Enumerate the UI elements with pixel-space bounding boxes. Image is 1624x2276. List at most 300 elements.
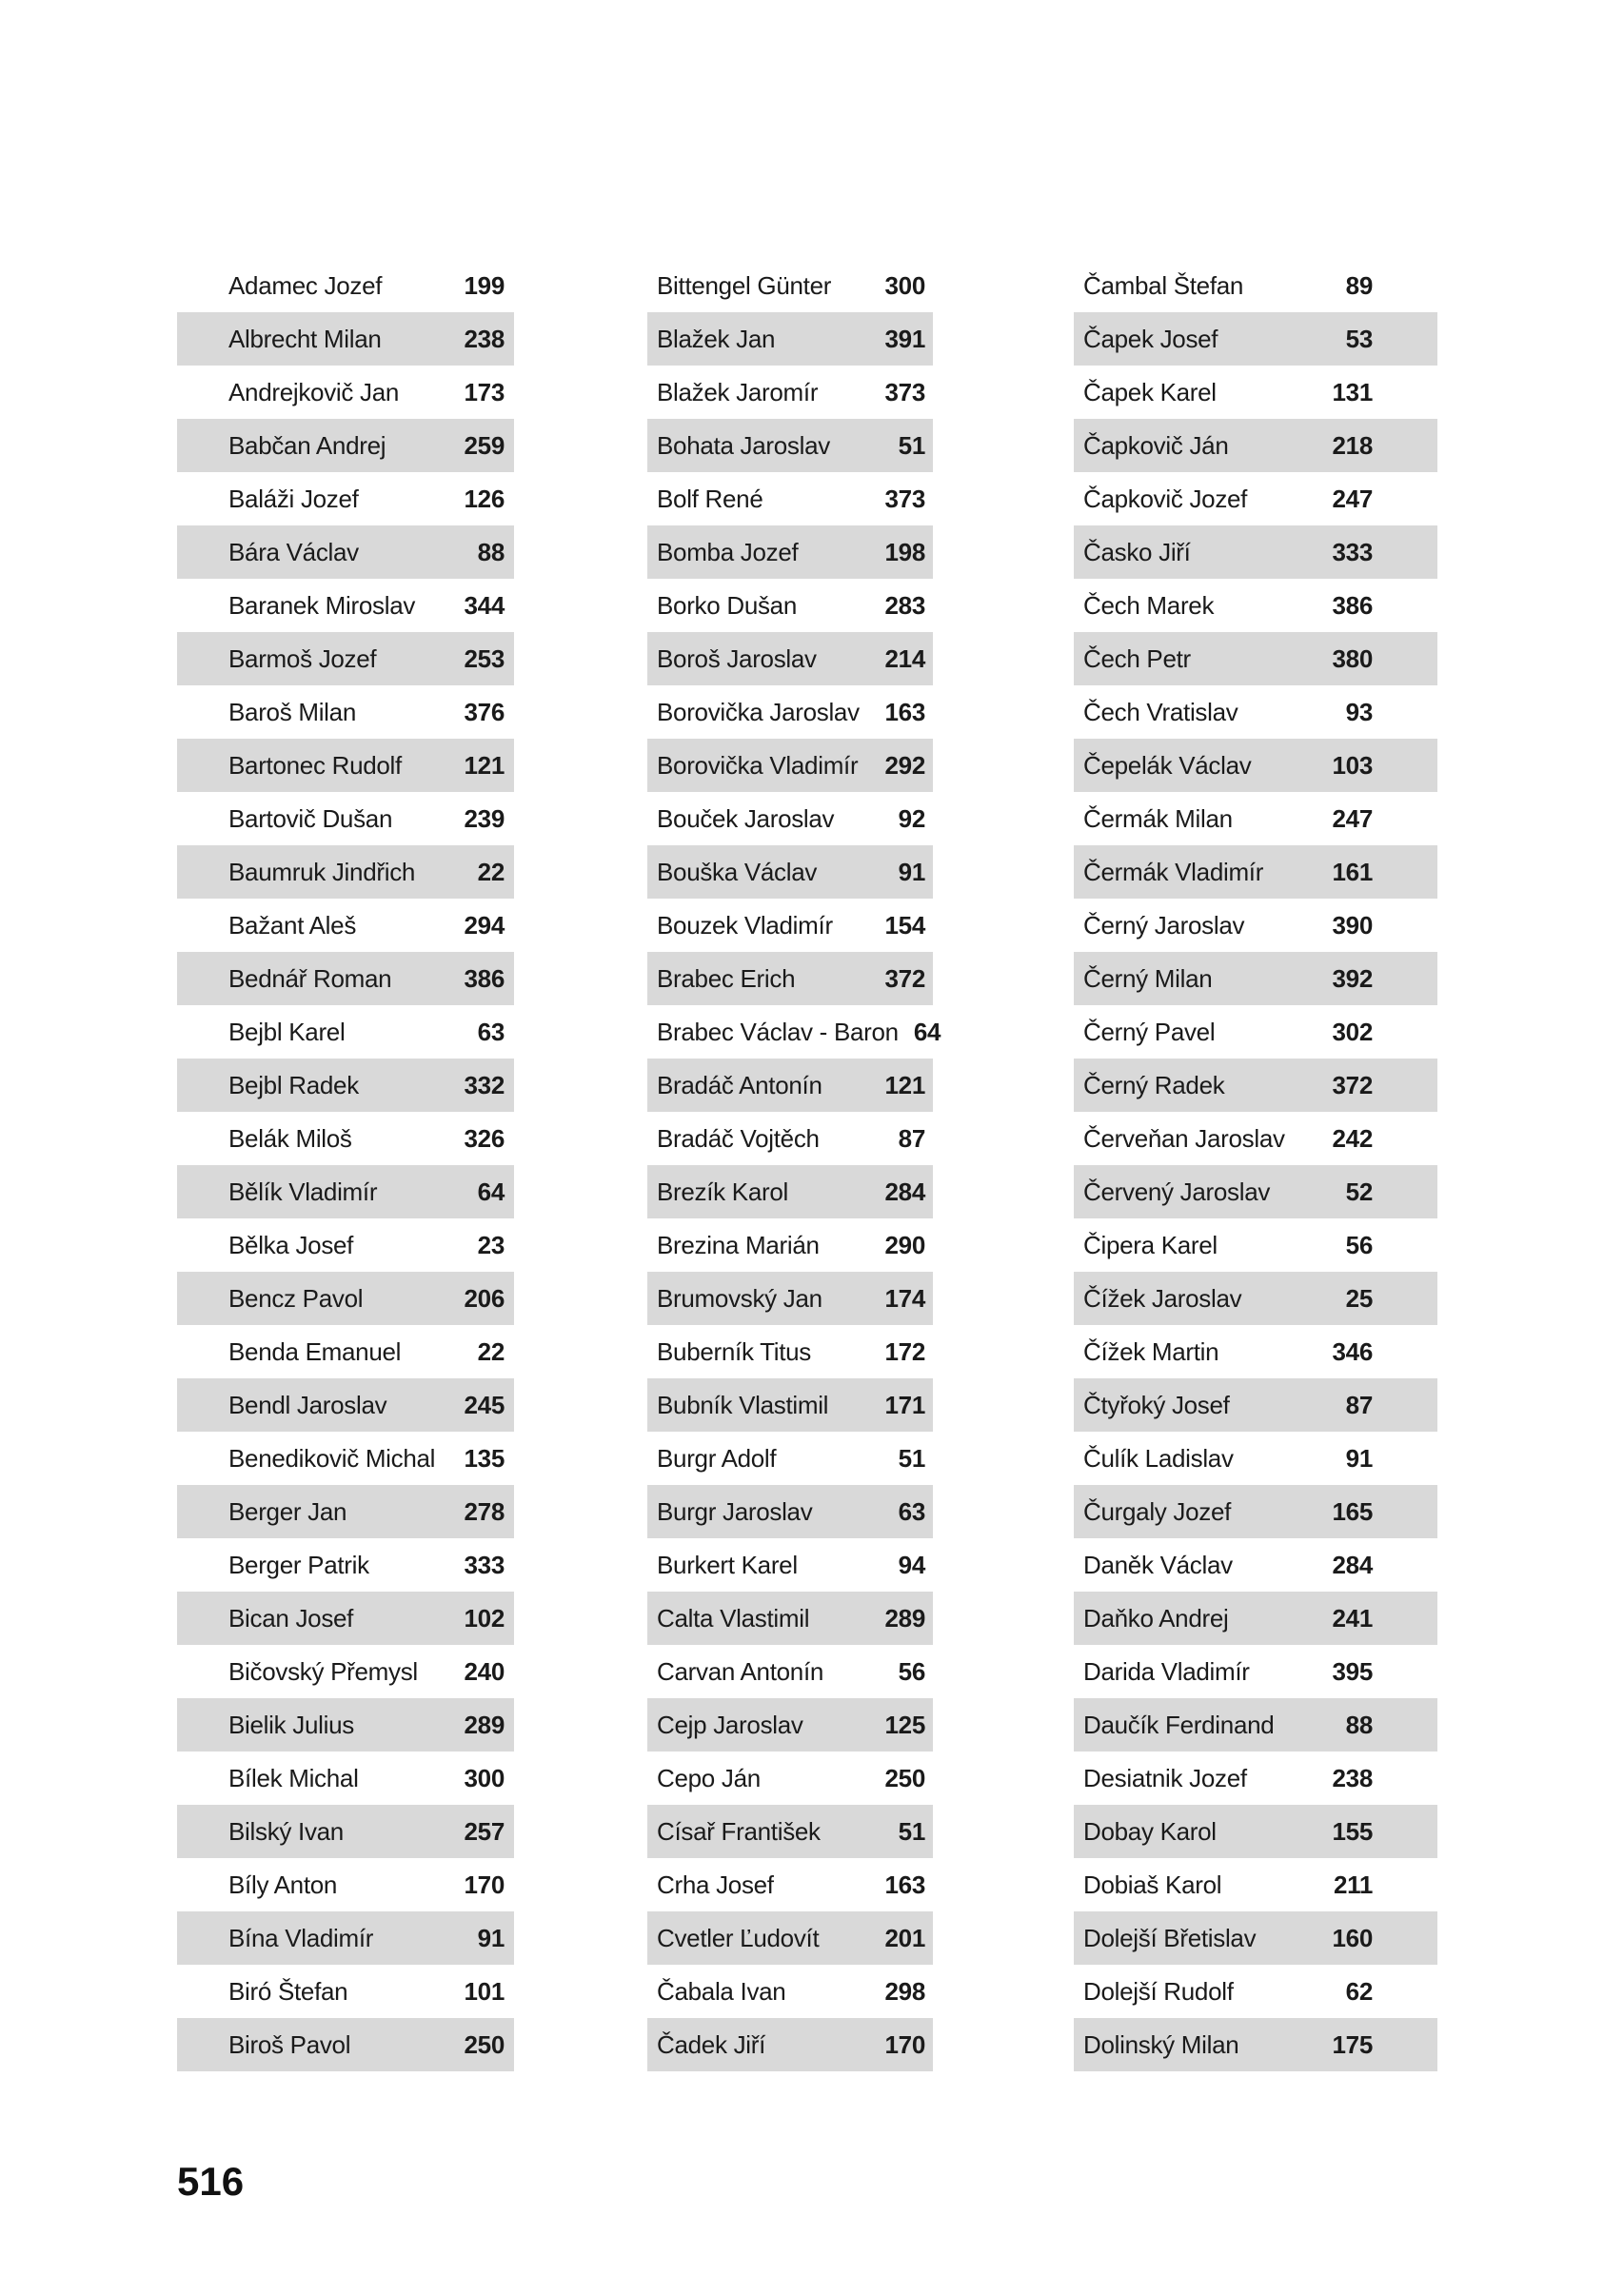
entry-name: Časko Jiří xyxy=(1083,537,1191,566)
index-entry-row xyxy=(1074,1698,1437,1752)
entry-page: 300 xyxy=(464,1763,505,1792)
entry-name: Cvetler Ľudovít xyxy=(657,1923,820,1952)
index-entry-row xyxy=(647,1805,933,1858)
entry-page: 372 xyxy=(884,963,925,993)
index-entry-row xyxy=(1074,1911,1437,1965)
index-entry-row xyxy=(647,792,933,845)
entry-page: 52 xyxy=(1345,1177,1373,1206)
entry-page: 218 xyxy=(1332,430,1373,460)
index-entry-row xyxy=(1074,1752,1437,1805)
entry-name: Cepo Ján xyxy=(657,1763,761,1792)
entry-page: 240 xyxy=(464,1656,505,1686)
entry-page: 211 xyxy=(1333,1870,1373,1899)
index-entry-row xyxy=(177,1805,514,1858)
entry-page: 163 xyxy=(884,1870,925,1899)
index-entry-row xyxy=(177,739,514,792)
index-entry-row xyxy=(647,1858,933,1911)
index-entry-row xyxy=(1074,472,1437,525)
index-columns xyxy=(177,259,1437,2071)
index-entry-row xyxy=(177,1112,514,1165)
index-entry-row xyxy=(647,1592,933,1645)
index-entry-row xyxy=(177,1965,514,2018)
entry-page: 294 xyxy=(464,910,505,940)
index-entry-row xyxy=(1074,899,1437,952)
entry-page: 250 xyxy=(884,1763,925,1792)
index-entry-row xyxy=(647,1752,933,1805)
entry-name: Bradáč Vojtěch xyxy=(657,1123,820,1153)
index-entry-row xyxy=(177,1698,514,1752)
index-entry-row xyxy=(647,899,933,952)
entry-page: 390 xyxy=(1332,910,1373,940)
entry-name: Čapek Karel xyxy=(1083,377,1217,406)
entry-page: 239 xyxy=(464,803,505,833)
entry-page: 278 xyxy=(464,1496,505,1526)
index-entry-row xyxy=(1074,579,1437,632)
entry-page: 289 xyxy=(464,1710,505,1739)
entry-page: 284 xyxy=(1332,1550,1373,1579)
entry-page: 160 xyxy=(1332,1923,1373,1952)
entry-name: Bílek Michal xyxy=(228,1763,359,1792)
entry-name: Burgr Adolf xyxy=(657,1443,777,1473)
entry-name: Bína Vladimír xyxy=(228,1923,374,1952)
entry-page: 165 xyxy=(1332,1496,1373,1526)
entry-name: Bičovský Přemysl xyxy=(228,1656,418,1686)
index-entry-row xyxy=(647,1218,933,1272)
entry-page: 64 xyxy=(913,1017,941,1046)
index-entry-row xyxy=(647,1698,933,1752)
entry-name: Čížek Martin xyxy=(1083,1336,1219,1366)
index-entry-row xyxy=(1074,1485,1437,1538)
entry-page: 253 xyxy=(464,643,505,673)
entry-page: 245 xyxy=(464,1390,505,1419)
entry-page: 170 xyxy=(464,1870,505,1899)
index-entry-row xyxy=(647,259,933,312)
entry-name: Andrejkovič Jan xyxy=(228,377,400,406)
index-entry-row xyxy=(647,1485,933,1538)
index-entry-row xyxy=(1074,685,1437,739)
entry-page: 56 xyxy=(898,1656,925,1686)
index-entry-row xyxy=(647,739,933,792)
entry-name: Čulík Ladislav xyxy=(1083,1443,1234,1473)
entry-page: 62 xyxy=(1345,1976,1373,2006)
index-entry-row xyxy=(1074,1858,1437,1911)
entry-page: 344 xyxy=(464,590,505,620)
entry-page: 250 xyxy=(464,2029,505,2059)
entry-name: Bencz Pavol xyxy=(228,1283,364,1313)
entry-page: 284 xyxy=(884,1177,925,1206)
index-entry-row xyxy=(177,685,514,739)
index-entry-row xyxy=(647,2018,933,2071)
index-entry-row xyxy=(647,312,933,366)
entry-page: 23 xyxy=(477,1230,505,1259)
entry-page: 94 xyxy=(898,1550,925,1579)
entry-page: 386 xyxy=(1332,590,1373,620)
index-entry-row xyxy=(177,1005,514,1059)
index-entry-row xyxy=(647,1059,933,1112)
entry-page: 174 xyxy=(884,1283,925,1313)
entry-name: Čambal Štefan xyxy=(1083,270,1244,300)
entry-page: 292 xyxy=(884,750,925,780)
index-entry-row xyxy=(177,312,514,366)
entry-name: Blažek Jaromír xyxy=(657,377,819,406)
index-entry-row xyxy=(1074,259,1437,312)
entry-name: Burkert Karel xyxy=(657,1550,798,1579)
index-entry-row xyxy=(1074,1165,1437,1218)
entry-name: Dolejší Břetislav xyxy=(1083,1923,1257,1952)
entry-name: Bomba Jozef xyxy=(657,537,799,566)
entry-name: Berger Patrik xyxy=(228,1550,369,1579)
entry-name: Crha Josef xyxy=(657,1870,774,1899)
index-entry-row xyxy=(647,845,933,899)
entry-page: 87 xyxy=(898,1123,925,1153)
index-entry-row xyxy=(177,1218,514,1272)
entry-page: 25 xyxy=(1345,1283,1373,1313)
entry-page: 247 xyxy=(1332,803,1373,833)
entry-page: 89 xyxy=(1345,270,1373,300)
entry-name: Boroš Jaroslav xyxy=(657,643,817,673)
index-entry-row xyxy=(647,472,933,525)
index-entry-row xyxy=(177,259,514,312)
entry-name: Daňko Andrej xyxy=(1083,1603,1229,1633)
index-entry-row xyxy=(1074,1325,1437,1378)
entry-name: Berger Jan xyxy=(228,1496,347,1526)
entry-name: Bolf René xyxy=(657,484,763,513)
index-entry-row xyxy=(647,1378,933,1432)
entry-name: Čapkovič Ján xyxy=(1083,430,1229,460)
entry-page: 92 xyxy=(898,803,925,833)
entry-name: Belák Miloš xyxy=(228,1123,352,1153)
index-entry-row xyxy=(647,1432,933,1485)
index-entry-row xyxy=(647,1272,933,1325)
index-entry-row xyxy=(1074,1005,1437,1059)
entry-page: 206 xyxy=(464,1283,505,1313)
entry-name: Albrecht Milan xyxy=(228,324,382,353)
entry-name: Darida Vladimír xyxy=(1083,1656,1250,1686)
entry-name: Baroš Milan xyxy=(228,697,356,726)
index-entry-row xyxy=(177,899,514,952)
entry-page: 91 xyxy=(898,857,925,886)
entry-name: Baumruk Jindřich xyxy=(228,857,416,886)
entry-name: Dolinský Milan xyxy=(1083,2029,1239,2059)
entry-name: Bouška Václav xyxy=(657,857,818,886)
index-entry-row xyxy=(1074,1432,1437,1485)
index-entry-row xyxy=(177,419,514,472)
entry-name: Čapek Josef xyxy=(1083,324,1218,353)
index-entry-row xyxy=(177,1485,514,1538)
index-entry-row xyxy=(1074,419,1437,472)
index-entry-row xyxy=(647,1965,933,2018)
entry-page: 131 xyxy=(1332,377,1373,406)
entry-name: Cejp Jaroslav xyxy=(657,1710,803,1739)
index-entry-row xyxy=(647,579,933,632)
entry-name: Brumovský Jan xyxy=(657,1283,822,1313)
index-entry-row xyxy=(647,419,933,472)
entry-name: Černý Jaroslav xyxy=(1083,910,1245,940)
index-entry-row xyxy=(647,1911,933,1965)
entry-name: Brabec Václav - Baron xyxy=(657,1017,899,1046)
entry-page: 170 xyxy=(884,2029,925,2059)
entry-page: 199 xyxy=(464,270,505,300)
entry-page: 172 xyxy=(884,1336,925,1366)
index-entry-row xyxy=(177,1858,514,1911)
entry-page: 198 xyxy=(884,537,925,566)
index-entry-row xyxy=(177,1645,514,1698)
index-entry-row xyxy=(177,1059,514,1112)
index-entry-row xyxy=(1074,1272,1437,1325)
entry-page: 22 xyxy=(477,1336,505,1366)
index-entry-row xyxy=(177,525,514,579)
entry-name: Buberník Titus xyxy=(657,1336,811,1366)
entry-name: Černý Pavel xyxy=(1083,1017,1216,1046)
index-entry-row xyxy=(647,632,933,685)
index-entry-row xyxy=(1074,1112,1437,1165)
entry-page: 298 xyxy=(884,1976,925,2006)
entry-name: Bohata Jaroslav xyxy=(657,430,830,460)
entry-page: 283 xyxy=(884,590,925,620)
entry-name: Benedikovič Michal xyxy=(228,1443,436,1473)
entry-page: 391 xyxy=(884,324,925,353)
entry-name: Císař František xyxy=(657,1816,821,1846)
index-entry-row xyxy=(647,1165,933,1218)
entry-name: Biroš Pavol xyxy=(228,2029,351,2059)
entry-page: 373 xyxy=(884,377,925,406)
entry-page: 163 xyxy=(884,697,925,726)
entry-page: 326 xyxy=(464,1123,505,1153)
entry-page: 214 xyxy=(884,643,925,673)
entry-name: Daněk Václav xyxy=(1083,1550,1233,1579)
index-entry-row xyxy=(177,1165,514,1218)
entry-page: 102 xyxy=(464,1603,505,1633)
entry-name: Bíly Anton xyxy=(228,1870,338,1899)
entry-page: 22 xyxy=(477,857,505,886)
index-entry-row xyxy=(1074,952,1437,1005)
entry-page: 290 xyxy=(884,1230,925,1259)
entry-name: Bubník Vlastimil xyxy=(657,1390,829,1419)
entry-name: Čech Petr xyxy=(1083,643,1191,673)
entry-page: 51 xyxy=(898,1816,925,1846)
entry-page: 121 xyxy=(884,1070,925,1099)
entry-name: Bednář Roman xyxy=(228,963,392,993)
entry-name: Blažek Jan xyxy=(657,324,776,353)
index-entry-row xyxy=(1074,1965,1437,2018)
entry-page: 380 xyxy=(1332,643,1373,673)
entry-page: 238 xyxy=(1332,1763,1373,1792)
entry-page: 53 xyxy=(1345,324,1373,353)
entry-name: Černý Radek xyxy=(1083,1070,1225,1099)
index-entry-row xyxy=(177,1911,514,1965)
entry-page: 395 xyxy=(1332,1656,1373,1686)
index-entry-row xyxy=(177,792,514,845)
index-entry-row xyxy=(177,1752,514,1805)
entry-name: Bouzek Vladimír xyxy=(657,910,833,940)
entry-name: Brabec Erich xyxy=(657,963,796,993)
entry-name: Čurgaly Jozef xyxy=(1083,1496,1232,1526)
entry-page: 173 xyxy=(464,377,505,406)
page-number: 516 xyxy=(177,2159,245,2204)
entry-page: 289 xyxy=(884,1603,925,1633)
entry-page: 247 xyxy=(1332,484,1373,513)
index-entry-row xyxy=(177,845,514,899)
entry-page: 238 xyxy=(464,324,505,353)
index-entry-row xyxy=(1074,1218,1437,1272)
entry-page: 51 xyxy=(898,430,925,460)
entry-page: 135 xyxy=(464,1443,505,1473)
index-entry-row xyxy=(177,472,514,525)
entry-page: 333 xyxy=(1332,537,1373,566)
entry-page: 373 xyxy=(884,484,925,513)
entry-name: Dobay Karol xyxy=(1083,1816,1217,1846)
entry-page: 372 xyxy=(1332,1070,1373,1099)
entry-name: Bittengel Günter xyxy=(657,270,832,300)
entry-page: 91 xyxy=(477,1923,505,1952)
entry-page: 126 xyxy=(464,484,505,513)
index-column xyxy=(177,259,514,2071)
entry-name: Bejbl Karel xyxy=(228,1017,346,1046)
index-entry-row xyxy=(647,952,933,1005)
entry-name: Černý Milan xyxy=(1083,963,1213,993)
entry-name: Čermák Vladimír xyxy=(1083,857,1264,886)
index-entry-row xyxy=(1074,312,1437,366)
entry-page: 346 xyxy=(1332,1336,1373,1366)
entry-name: Bejbl Radek xyxy=(228,1070,359,1099)
entry-page: 87 xyxy=(1345,1390,1373,1419)
index-entry-row xyxy=(1074,366,1437,419)
entry-page: 121 xyxy=(464,750,505,780)
entry-name: Bican Josef xyxy=(228,1603,354,1633)
entry-name: Daučík Ferdinand xyxy=(1083,1710,1275,1739)
entry-name: Burgr Jaroslav xyxy=(657,1496,813,1526)
entry-page: 259 xyxy=(464,430,505,460)
entry-name: Bělka Josef xyxy=(228,1230,354,1259)
entry-page: 333 xyxy=(464,1550,505,1579)
entry-page: 88 xyxy=(477,537,505,566)
entry-name: Čepelák Václav xyxy=(1083,750,1252,780)
index-entry-row xyxy=(177,952,514,1005)
index-entry-row xyxy=(1074,1805,1437,1858)
entry-name: Borovička Jaroslav xyxy=(657,697,860,726)
entry-name: Carvan Antonín xyxy=(657,1656,824,1686)
index-entry-row xyxy=(177,1538,514,1592)
entry-name: Čech Vratislav xyxy=(1083,697,1238,726)
entry-page: 386 xyxy=(464,963,505,993)
entry-page: 155 xyxy=(1332,1816,1373,1846)
entry-page: 332 xyxy=(464,1070,505,1099)
entry-page: 88 xyxy=(1345,1710,1373,1739)
entry-name: Červeňan Jaroslav xyxy=(1083,1123,1285,1153)
index-entry-row xyxy=(647,1538,933,1592)
entry-name: Bielik Julius xyxy=(228,1710,354,1739)
entry-page: 161 xyxy=(1332,857,1373,886)
index-entry-row xyxy=(1074,845,1437,899)
entry-name: Čížek Jaroslav xyxy=(1083,1283,1242,1313)
index-entry-row xyxy=(1074,1059,1437,1112)
entry-name: Borovička Vladimír xyxy=(657,750,859,780)
index-entry-row xyxy=(647,525,933,579)
index-entry-row xyxy=(177,366,514,419)
entry-name: Brezík Karol xyxy=(657,1177,789,1206)
entry-page: 93 xyxy=(1345,697,1373,726)
index-entry-row xyxy=(177,1378,514,1432)
index-entry-row xyxy=(177,1325,514,1378)
entry-page: 175 xyxy=(1332,2029,1373,2059)
entry-page: 171 xyxy=(884,1390,925,1419)
index-entry-row xyxy=(1074,792,1437,845)
index-entry-row xyxy=(177,1272,514,1325)
entry-page: 103 xyxy=(1332,750,1373,780)
entry-page: 201 xyxy=(884,1923,925,1952)
index-column xyxy=(1074,259,1437,2071)
entry-name: Čapkovič Jozef xyxy=(1083,484,1248,513)
entry-page: 376 xyxy=(464,697,505,726)
entry-name: Čabala Ivan xyxy=(657,1976,786,2006)
entry-page: 101 xyxy=(464,1976,505,2006)
entry-page: 392 xyxy=(1332,963,1373,993)
entry-page: 242 xyxy=(1332,1123,1373,1153)
entry-name: Calta Vlastimil xyxy=(657,1603,810,1633)
entry-name: Barmoš Jozef xyxy=(228,643,377,673)
entry-name: Bouček Jaroslav xyxy=(657,803,835,833)
index-entry-row xyxy=(1074,525,1437,579)
entry-name: Bělík Vladimír xyxy=(228,1177,378,1206)
entry-name: Borko Dušan xyxy=(657,590,797,620)
index-entry-row xyxy=(177,632,514,685)
entry-name: Bradáč Antonín xyxy=(657,1070,822,1099)
entry-page: 56 xyxy=(1345,1230,1373,1259)
index-entry-row xyxy=(1074,1378,1437,1432)
entry-name: Dolejší Rudolf xyxy=(1083,1976,1234,2006)
entry-name: Desiatnik Jozef xyxy=(1083,1763,1247,1792)
index-entry-row xyxy=(177,1592,514,1645)
entry-page: 300 xyxy=(884,270,925,300)
index-entry-row xyxy=(177,579,514,632)
index-entry-row xyxy=(647,1325,933,1378)
index-entry-row xyxy=(1074,1592,1437,1645)
entry-name: Adamec Jozef xyxy=(228,270,383,300)
entry-name: Čermák Milan xyxy=(1083,803,1233,833)
entry-name: Benda Emanuel xyxy=(228,1336,402,1366)
index-entry-row xyxy=(647,1112,933,1165)
entry-page: 51 xyxy=(898,1443,925,1473)
entry-name: Baranek Miroslav xyxy=(228,590,416,620)
index-entry-row xyxy=(177,2018,514,2071)
entry-page: 91 xyxy=(1345,1443,1373,1473)
index-entry-row xyxy=(1074,1645,1437,1698)
entry-page: 63 xyxy=(477,1017,505,1046)
entry-name: Dobiaš Karol xyxy=(1083,1870,1222,1899)
entry-page: 257 xyxy=(464,1816,505,1846)
entry-page: 241 xyxy=(1332,1603,1373,1633)
index-entry-row xyxy=(177,1432,514,1485)
index-entry-row xyxy=(1074,2018,1437,2071)
entry-name: Brezina Marián xyxy=(657,1230,820,1259)
entry-name: Baláži Jozef xyxy=(228,484,359,513)
entry-name: Bartonec Rudolf xyxy=(228,750,402,780)
entry-page: 64 xyxy=(477,1177,505,1206)
entry-page: 154 xyxy=(884,910,925,940)
entry-name: Čipera Karel xyxy=(1083,1230,1218,1259)
index-entry-row xyxy=(1074,1538,1437,1592)
entry-name: Čtyřoký Josef xyxy=(1083,1390,1230,1419)
index-entry-row xyxy=(647,685,933,739)
entry-name: Červený Jaroslav xyxy=(1083,1177,1271,1206)
index-entry-row xyxy=(1074,739,1437,792)
index-column xyxy=(647,259,941,2071)
entry-name: Bartovič Dušan xyxy=(228,803,393,833)
entry-page: 63 xyxy=(898,1496,925,1526)
entry-name: Čadek Jiří xyxy=(657,2029,766,2059)
index-entry-row xyxy=(647,1005,941,1059)
entry-name: Bára Václav xyxy=(228,537,359,566)
